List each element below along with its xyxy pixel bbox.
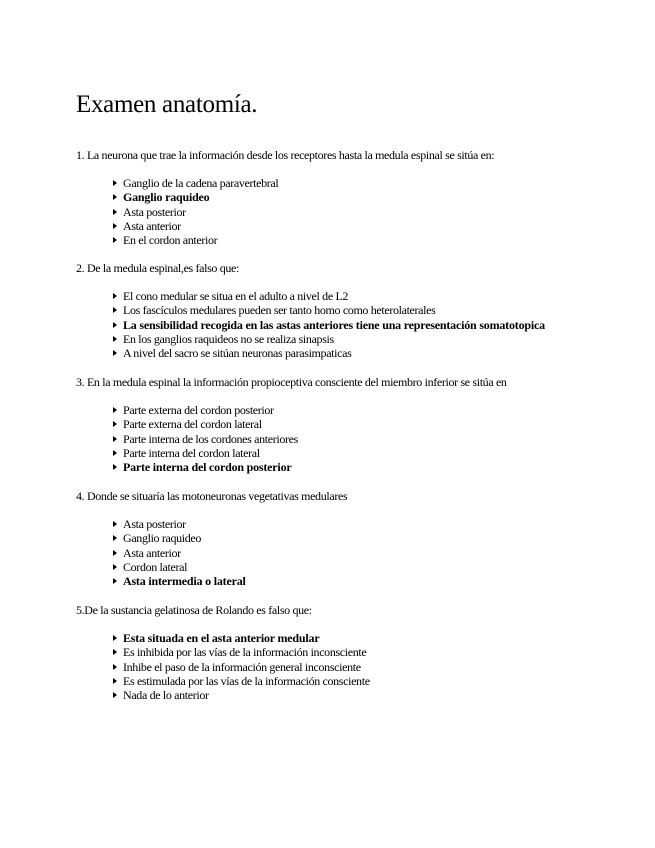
option-item	[113, 531, 636, 545]
bullet-arrow-icon	[113, 350, 117, 356]
option-label: Ganglio de la cadena paravertebral	[123, 176, 279, 190]
option-label: La sensibilidad recogida en las astas anteriores tiene una representación somatotopica	[123, 317, 545, 332]
option-label: Inhibe el paso de la información general inconsciente	[123, 659, 361, 674]
option-item	[113, 446, 636, 460]
option-list	[113, 631, 636, 702]
option-item	[113, 176, 636, 190]
bullet-arrow-icon	[113, 564, 117, 570]
option-item	[113, 417, 636, 431]
option-label: En los ganglios raquideos no se realiza sinapsis	[123, 331, 334, 346]
option-label: Asta anterior	[123, 218, 181, 233]
option-label: Parte interna del cordon posterior	[123, 460, 292, 475]
option-item	[113, 403, 636, 417]
option-label: Parte externa del cordon posterior	[123, 403, 274, 417]
option-item-correct	[113, 631, 636, 645]
option-list	[113, 289, 636, 360]
option-label: Es inhibida por las vías de la información inconsciente	[123, 645, 367, 660]
bullet-arrow-icon	[113, 692, 117, 698]
option-item	[113, 332, 636, 346]
question-text: 3. En la medula espinal la información propioceptiva consciente del miembro inferior se sitúa en	[76, 375, 507, 389]
bullet-arrow-icon	[113, 521, 117, 527]
bullet-arrow-icon	[113, 307, 117, 313]
option-label: Asta posterior	[123, 204, 186, 219]
bullet-arrow-icon	[113, 550, 117, 556]
option-item	[113, 517, 636, 531]
option-item	[113, 645, 636, 659]
bullet-arrow-icon	[113, 237, 117, 243]
bullet-arrow-icon	[113, 336, 117, 342]
option-item	[113, 303, 636, 317]
bullet-arrow-icon	[113, 421, 117, 427]
question-text: 5.De la sustancia gelatinosa de Rolando es falso que:	[76, 603, 312, 617]
option-item	[113, 660, 636, 674]
option-item	[113, 205, 636, 219]
bullet-arrow-icon	[113, 450, 117, 456]
option-item	[113, 432, 636, 446]
option-item	[113, 233, 636, 247]
bullet-arrow-icon	[113, 464, 117, 470]
option-label: Parte externa del cordon lateral	[123, 417, 262, 432]
option-item	[113, 688, 636, 702]
option-label: Asta anterior	[123, 545, 181, 560]
question-5	[76, 603, 636, 702]
question-1	[76, 148, 636, 247]
bullet-arrow-icon	[113, 649, 117, 655]
bullet-arrow-icon	[113, 535, 117, 541]
option-label: Ganglio raquideo	[123, 190, 210, 205]
question-2	[76, 261, 636, 360]
question-3	[76, 375, 636, 474]
option-label: Es estimulada por las vías de la información consciente	[123, 673, 370, 688]
option-label: Los fascículos medulares pueden ser tanto homo como heterolaterales	[123, 303, 436, 318]
question-text: 4. Donde se situaría las motoneuronas vegetativas medulares	[76, 489, 348, 503]
option-list	[113, 517, 636, 588]
option-label: Esta situada en el asta anterior medular	[123, 631, 320, 645]
question-text: 2. De la medula espinal,es falso que:	[76, 261, 239, 275]
option-label: Asta posterior	[123, 517, 186, 531]
question-text: 1. La neurona que trae la información desde los receptores hasta la medula espinal se sitúa en:	[76, 148, 495, 162]
option-list	[113, 176, 636, 247]
bullet-arrow-icon	[113, 578, 117, 584]
document-title: Examen anatomía.	[76, 91, 258, 118]
bullet-arrow-icon	[113, 407, 117, 413]
option-label: El cono medular se situa en el adulto a nivel de L2	[123, 289, 349, 303]
option-item	[113, 546, 636, 560]
option-label: Cordon lateral	[123, 559, 188, 574]
option-item	[113, 219, 636, 233]
bullet-arrow-icon	[113, 180, 117, 186]
bullet-arrow-icon	[113, 436, 117, 442]
option-item	[113, 560, 636, 574]
bullet-arrow-icon	[113, 223, 117, 229]
bullet-arrow-icon	[113, 293, 117, 299]
option-item-correct	[113, 190, 636, 204]
option-label: Nada de lo anterior	[123, 688, 209, 703]
bullet-arrow-icon	[113, 209, 117, 215]
question-4	[76, 489, 636, 588]
option-item	[113, 289, 636, 303]
bullet-arrow-icon	[113, 664, 117, 670]
option-label: En el cordon anterior	[123, 233, 218, 248]
option-item	[113, 674, 636, 688]
bullet-arrow-icon	[113, 322, 117, 328]
option-label: Parte interna del cordon lateral	[123, 445, 260, 460]
bullet-arrow-icon	[113, 194, 117, 200]
option-item-correct	[113, 318, 636, 332]
bullet-arrow-icon	[113, 635, 117, 641]
option-label: Ganglio raquideo	[123, 531, 202, 546]
option-item	[113, 346, 636, 360]
bullet-arrow-icon	[113, 678, 117, 684]
option-label: A nivel del sacro se sitúan neuronas parasimpaticas	[123, 346, 352, 361]
option-item-correct	[113, 574, 636, 588]
option-label: Asta intermedia o lateral	[123, 574, 246, 589]
option-label: Parte interna de los cordones anteriores	[123, 431, 298, 446]
option-list	[113, 403, 636, 474]
option-item-correct	[113, 460, 636, 474]
